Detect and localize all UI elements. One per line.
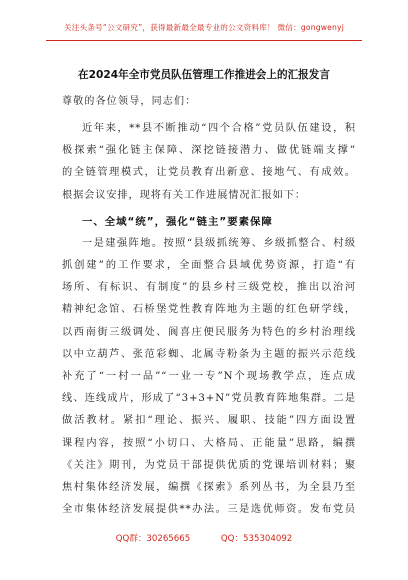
text-line: 补充了“一村一品”“一业一专”N个现场教学点，连点成 <box>62 371 356 383</box>
text-line: 根据会议安排，现将有关工作进展情况汇报如下： <box>62 189 306 201</box>
text-line: 一是建强阵地。按照“县级抓统筹、乡级抓整合、村级 <box>82 237 356 249</box>
text-line: 场所、有标识、有制度”的县乡村三级党校，推出以治河 <box>62 282 356 294</box>
section1-paragraph <box>62 233 356 522</box>
text-line: 极探索“强化链主保障、深挖链接潜力、做优链端支撑” <box>62 145 356 157</box>
text-line: 课程内容，按照“小切口、大格局、正能量”思路，编撰 <box>62 437 356 449</box>
header-banner: 关注头条号“公文研究”，获得最新最全最专业的公文资料库！ 微信：gongwenyj <box>63 23 345 32</box>
intro-paragraph <box>62 118 356 207</box>
footer-qq-group: QQ群：30265665 <box>115 534 191 544</box>
text-line: 以中立葫芦、张范彩蜘、北属寺粉条为主题的振兴示范线 <box>62 348 356 360</box>
document-title: 在2024年全市党员队伍管理工作推进会上的汇报发言 <box>78 69 330 81</box>
text-line: 焦村集体经济发展，编撰《探索》系列丛书，为全县乃至 <box>62 482 356 494</box>
text-line: 近年来，**县不断推动“四个合格”党员队伍建设，积 <box>82 123 356 134</box>
text-line: 以西南街三级调处、阆喜庄便民服务为特色的乡村治理线 <box>62 326 356 338</box>
greeting-line: 尊敬的各位领导，同志们： <box>62 96 197 107</box>
footer-contact <box>46 532 362 544</box>
text-line: 抓创建”的工作要求，全面整合县域优势资源，打造“有 <box>62 260 356 272</box>
document-body <box>62 118 356 521</box>
section-heading: 一、全域“统”，强化“链主”要素保障 <box>82 215 273 228</box>
text-line: 精神纪念馆、石桥堡党性教育阵地为主题的红色研学线， <box>62 304 356 316</box>
text-line: 《关注》期刊，为党员干部提供优质的党课培训材料；聚 <box>62 459 356 471</box>
text-line: 做活教材。紧扣“理论、振兴、履职、技能”四方面设置 <box>62 415 356 427</box>
text-line: 线、连线成片，形成了“3+3+N”党员教育阵地集群。二是 <box>62 393 356 405</box>
text-line: 的全链管理模式，让党员教育出新意、接地气、有成效。 <box>62 167 356 179</box>
text-line: 全市集体经济发展提供**办法。三是选优师资。发布党员 <box>62 504 356 516</box>
footer-qq-number: QQ：535304092 <box>220 534 293 544</box>
header-divider <box>46 40 362 41</box>
